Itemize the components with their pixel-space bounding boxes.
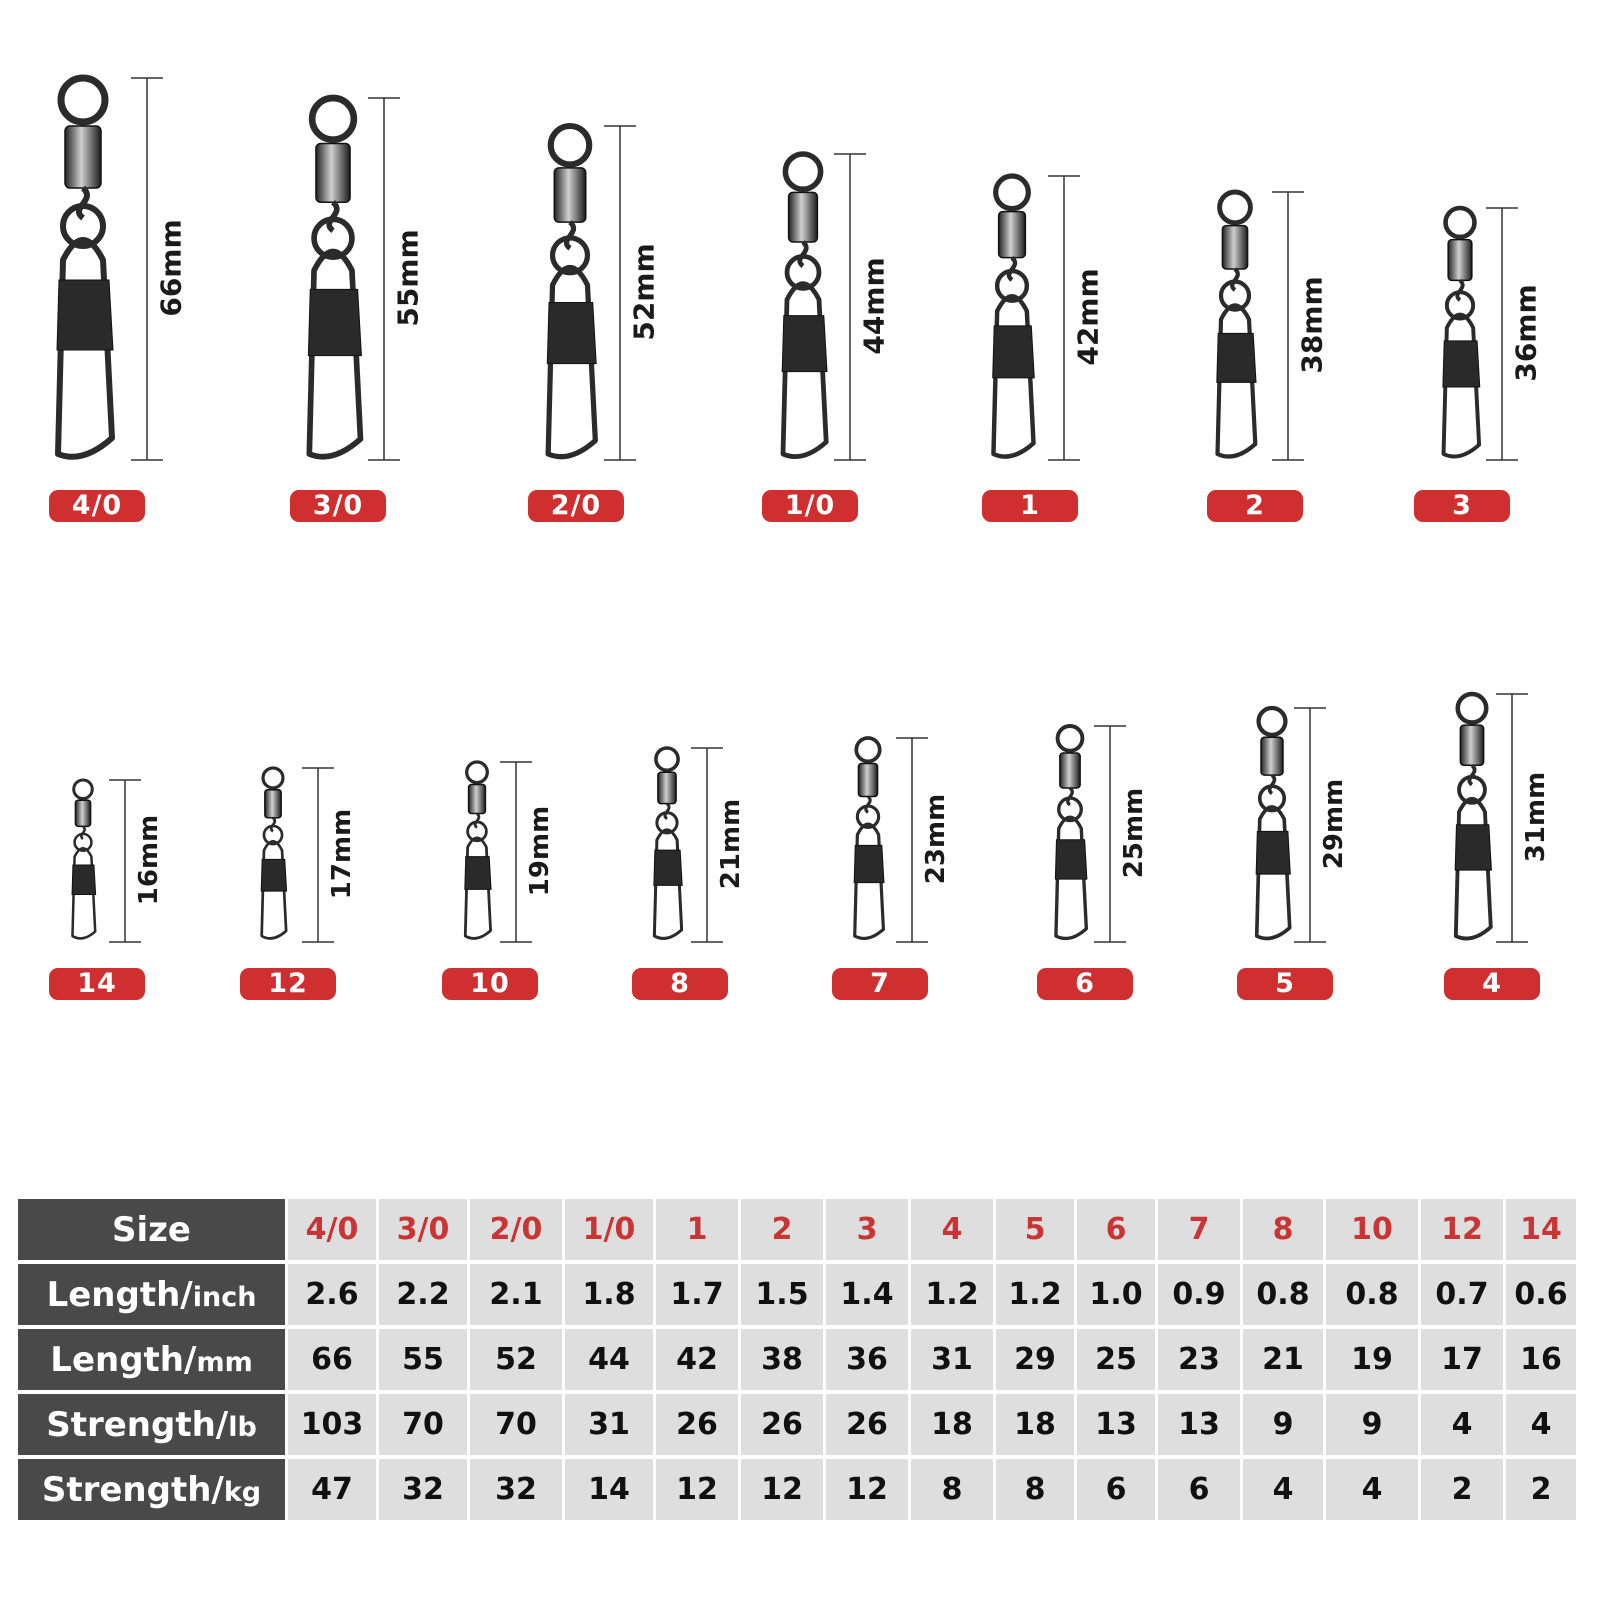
table-cell: 55 (379, 1329, 467, 1390)
size-badge: 5 (1237, 968, 1333, 1000)
size-badge: 6 (1037, 968, 1133, 1000)
table-cell: 52 (470, 1329, 562, 1390)
table-cell: 1.2 (911, 1264, 993, 1325)
row-header (18, 1394, 285, 1455)
table-cell: 2 (1506, 1459, 1576, 1520)
length-label: 16mm (134, 814, 164, 906)
table-cell: 32 (379, 1459, 467, 1520)
length-label: 17mm (327, 808, 357, 900)
table-cell: 23 (1158, 1329, 1240, 1390)
table-row (18, 1394, 1576, 1455)
table-cell: 1.4 (826, 1264, 908, 1325)
table-cell: 29 (996, 1329, 1074, 1390)
table-cell: 26 (741, 1394, 823, 1455)
table-cell: 1.2 (996, 1264, 1074, 1325)
table-row (18, 1264, 1576, 1325)
table-cell: 2.6 (288, 1264, 376, 1325)
table-cell: 13 (1077, 1394, 1155, 1455)
length-label: 44mm (857, 257, 891, 355)
table-cell: 19 (1326, 1329, 1418, 1390)
length-label: 38mm (1295, 276, 1329, 374)
length-label: 52mm (627, 243, 661, 341)
table-cell: 10 (1326, 1199, 1418, 1260)
row-header-unit: inch (192, 1281, 257, 1313)
swivel-snap-icon (1256, 708, 1290, 938)
size-badge: 1/0 (762, 490, 858, 522)
size-badge: 2 (1207, 490, 1303, 522)
size-badge: 14 (49, 968, 145, 1000)
row-header (18, 1264, 285, 1325)
table-cell: 0.8 (1243, 1264, 1323, 1325)
row-header (18, 1329, 285, 1390)
table-cell: 2 (1421, 1459, 1503, 1520)
size-badge: 1 (982, 490, 1078, 522)
size-badge: 4 (1444, 968, 1540, 1000)
size-badge: 7 (832, 968, 928, 1000)
table-cell: 44 (565, 1329, 653, 1390)
length-label: 31mm (1521, 771, 1551, 863)
table-cell: 6 (1158, 1459, 1240, 1520)
table-cell: 4 (1506, 1394, 1576, 1455)
table-cell: 8 (996, 1459, 1074, 1520)
table-cell: 66 (288, 1329, 376, 1390)
table-cell: 14 (1506, 1199, 1576, 1260)
row-header (18, 1199, 285, 1260)
table-cell: 2.2 (379, 1264, 467, 1325)
row-header (18, 1459, 285, 1520)
table-cell: 1 (656, 1199, 738, 1260)
size-badge: 10 (442, 968, 538, 1000)
table-cell: 4 (911, 1199, 993, 1260)
table-cell: 6 (1077, 1459, 1155, 1520)
row-header-label: Strength/ (41, 1469, 224, 1510)
table-cell: 1/0 (565, 1199, 653, 1260)
table-cell: 1.0 (1077, 1264, 1155, 1325)
table-cell: 8 (911, 1459, 993, 1520)
table-cell: 3 (826, 1199, 908, 1260)
table-cell: 0.9 (1158, 1264, 1240, 1325)
table-cell: 4 (1421, 1394, 1503, 1455)
table-cell: 6 (1077, 1199, 1155, 1260)
table-row (18, 1199, 1576, 1260)
swivel-snap-icon (1455, 694, 1491, 939)
table-cell: 32 (470, 1459, 562, 1520)
table-cell: 38 (741, 1329, 823, 1390)
length-label: 23mm (921, 793, 951, 885)
size-badge: 4/0 (49, 490, 145, 522)
table-cell: 2.1 (470, 1264, 562, 1325)
swivel-snap-icon (72, 780, 96, 938)
size-badge: 3/0 (290, 490, 386, 522)
swivel-snap-icon (1055, 726, 1087, 938)
swivel-snap-icon (261, 768, 286, 938)
table-cell: 47 (288, 1459, 376, 1520)
table-cell: 0.6 (1506, 1264, 1576, 1325)
size-badge: 2/0 (528, 490, 624, 522)
table-cell: 103 (288, 1394, 376, 1455)
table-row (18, 1459, 1576, 1520)
table-cell: 12 (741, 1459, 823, 1520)
size-badge: 8 (632, 968, 728, 1000)
table-cell: 26 (826, 1394, 908, 1455)
table-cell: 70 (379, 1394, 467, 1455)
table-cell: 4 (1326, 1459, 1418, 1520)
length-label: 42mm (1071, 268, 1105, 366)
table-cell: 2/0 (470, 1199, 562, 1260)
size-badge: 3 (1414, 490, 1510, 522)
length-label: 21mm (716, 798, 746, 890)
size-badge: 12 (240, 968, 336, 1000)
table-cell: 12 (656, 1459, 738, 1520)
table-cell: 2 (741, 1199, 823, 1260)
table-cell: 31 (565, 1394, 653, 1455)
table-cell: 0.7 (1421, 1264, 1503, 1325)
row-header-unit: lb (228, 1411, 257, 1443)
table-cell: 12 (826, 1459, 908, 1520)
table-cell: 7 (1158, 1199, 1240, 1260)
table-cell: 9 (1243, 1394, 1323, 1455)
length-label: 19mm (525, 805, 555, 897)
table-cell: 4 (1243, 1459, 1323, 1520)
swivel-snap-icon (465, 762, 491, 938)
table-cell: 5 (996, 1199, 1074, 1260)
table-cell: 21 (1243, 1329, 1323, 1390)
row-header-label: Size (112, 1209, 191, 1250)
row-header-label: Strength/ (46, 1404, 229, 1445)
row-header-label: Length/ (50, 1339, 197, 1380)
length-label: 36mm (1509, 284, 1543, 382)
table-cell: 8 (1243, 1199, 1323, 1260)
table-cell: 25 (1077, 1329, 1155, 1390)
length-label: 29mm (1319, 778, 1349, 870)
table-cell: 1.8 (565, 1264, 653, 1325)
length-label: 66mm (154, 219, 188, 317)
spec-table (15, 1195, 1579, 1524)
table-cell: 18 (911, 1394, 993, 1455)
table-cell: 70 (470, 1394, 562, 1455)
table-cell: 12 (1421, 1199, 1503, 1260)
row-header-label: Length/ (46, 1274, 193, 1315)
table-cell: 0.8 (1326, 1264, 1418, 1325)
table-cell: 3/0 (379, 1199, 467, 1260)
length-label: 25mm (1119, 787, 1149, 879)
table-cell: 16 (1506, 1329, 1576, 1390)
table-cell: 13 (1158, 1394, 1240, 1455)
table-cell: 9 (1326, 1394, 1418, 1455)
length-label: 55mm (391, 229, 425, 327)
table-cell: 1.7 (656, 1264, 738, 1325)
table-cell: 14 (565, 1459, 653, 1520)
swivel-snap-icon (854, 738, 884, 938)
table-cell: 18 (996, 1394, 1074, 1455)
table-cell: 31 (911, 1329, 993, 1390)
table-cell: 1.5 (741, 1264, 823, 1325)
table-cell: 42 (656, 1329, 738, 1390)
table-cell: 36 (826, 1329, 908, 1390)
swivel-snap-icon (654, 748, 682, 938)
row-header-unit: mm (196, 1346, 253, 1378)
table-cell: 4/0 (288, 1199, 376, 1260)
table-row (18, 1329, 1576, 1390)
table-cell: 17 (1421, 1329, 1503, 1390)
table-cell: 26 (656, 1394, 738, 1455)
row-header-unit: kg (223, 1476, 262, 1508)
